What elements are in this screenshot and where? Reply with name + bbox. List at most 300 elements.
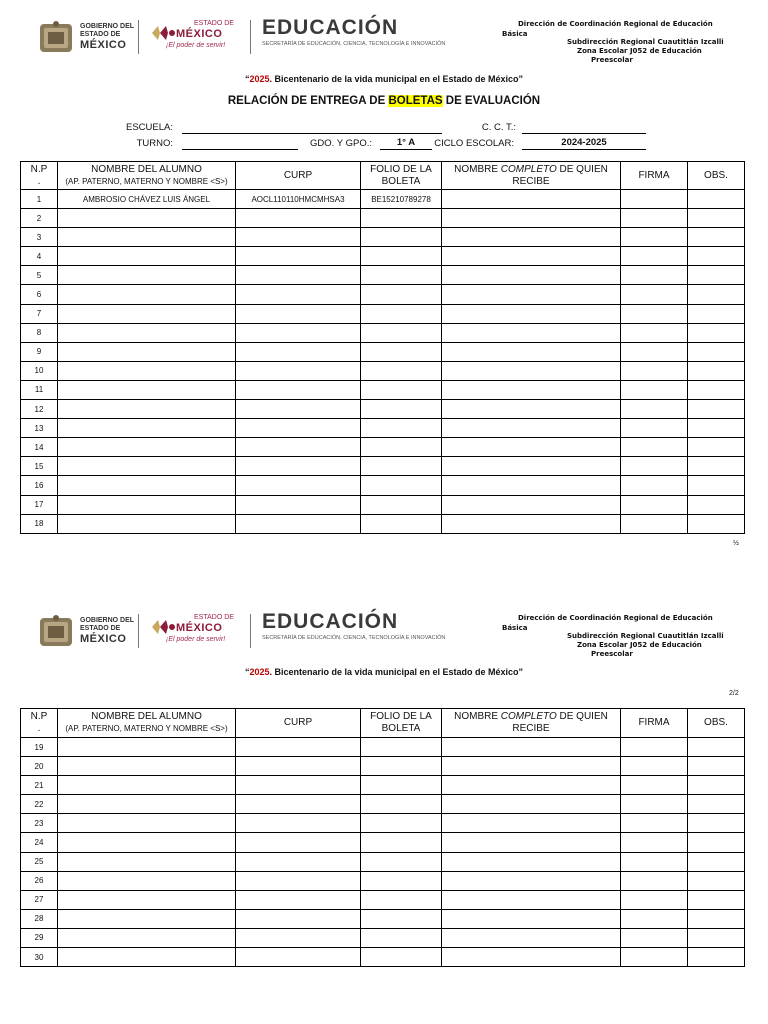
observations-cell[interactable] — [688, 228, 745, 247]
row-number: 25 — [21, 852, 58, 871]
observations-cell[interactable] — [688, 342, 745, 361]
curp-cell[interactable] — [236, 476, 361, 495]
row-number: 11 — [21, 380, 58, 399]
observations-cell[interactable] — [688, 266, 745, 285]
col-np-text: N.P — [30, 163, 48, 175]
col-recibe-text: DE QUIEN — [556, 711, 608, 722]
recipient-name-cell[interactable] — [442, 247, 621, 266]
curp-cell[interactable] — [236, 457, 361, 476]
row-number: 16 — [21, 476, 58, 495]
observations-cell[interactable] — [688, 795, 745, 814]
recipient-name-cell[interactable] — [442, 871, 621, 890]
curp-cell[interactable] — [236, 495, 361, 514]
curp-cell[interactable] — [236, 285, 361, 304]
table-row — [21, 323, 745, 342]
col-recibe-text: RECIBE — [512, 723, 550, 734]
col-name-header — [58, 162, 236, 190]
col-folio-header — [361, 709, 442, 738]
folio-cell[interactable] — [361, 514, 442, 533]
education-subtitle: SECRETARÍA DE EDUCACIÓN, CIENCIA, TECNOLOGÍA E INNOVACIÓN — [262, 635, 446, 641]
col-np-header — [21, 162, 58, 190]
edomex-name: MÉXICO — [176, 28, 223, 40]
folio-cell[interactable] — [361, 476, 442, 495]
curp-cell[interactable] — [236, 909, 361, 928]
signature-cell[interactable] — [621, 833, 688, 852]
student-name-cell[interactable] — [58, 795, 236, 814]
signature-cell[interactable] — [621, 909, 688, 928]
cct-field[interactable] — [522, 121, 646, 134]
edomex-mark-icon — [150, 618, 176, 636]
curp-cell[interactable] — [236, 228, 361, 247]
direction-line: Zona Escolar J052 de Educación — [577, 47, 702, 55]
signature-cell[interactable] — [621, 304, 688, 323]
folio-cell[interactable] — [361, 833, 442, 852]
curp-cell[interactable] — [236, 419, 361, 438]
recipient-name-cell[interactable] — [442, 285, 621, 304]
table-row — [21, 228, 745, 247]
recipient-name-cell[interactable] — [442, 228, 621, 247]
signature-cell[interactable] — [621, 814, 688, 833]
recipient-name-cell[interactable] — [442, 890, 621, 909]
recipient-name-cell[interactable] — [442, 438, 621, 457]
col-recibe-text: NOMBRE — [454, 163, 501, 175]
folio-cell[interactable] — [361, 342, 442, 361]
student-name-cell[interactable] — [58, 247, 236, 266]
observations-cell[interactable] — [688, 438, 745, 457]
row-number: 20 — [21, 757, 58, 776]
student-name-cell[interactable] — [58, 361, 236, 380]
observations-cell[interactable] — [688, 190, 745, 209]
row-number: 22 — [21, 795, 58, 814]
observations-cell[interactable] — [688, 400, 745, 419]
folio-cell[interactable] — [361, 948, 442, 967]
student-name-cell[interactable] — [58, 209, 236, 228]
recipient-name-cell[interactable] — [442, 495, 621, 514]
student-name-cell[interactable] — [58, 776, 236, 795]
table-row — [21, 495, 745, 514]
recipient-name-cell[interactable] — [442, 928, 621, 947]
folio-cell[interactable] — [361, 852, 442, 871]
student-name-cell[interactable] — [58, 738, 236, 757]
col-curp-header: CURP — [236, 162, 361, 190]
folio-cell[interactable] — [361, 757, 442, 776]
signature-cell[interactable] — [621, 400, 688, 419]
col-folio-text: BOLETA — [381, 175, 421, 187]
row-number: 13 — [21, 419, 58, 438]
signature-cell[interactable] — [621, 380, 688, 399]
row-number: 21 — [21, 776, 58, 795]
observations-cell[interactable] — [688, 419, 745, 438]
curp-cell[interactable] — [236, 361, 361, 380]
observations-cell[interactable] — [688, 814, 745, 833]
recipient-name-cell[interactable] — [442, 814, 621, 833]
curp-cell[interactable] — [236, 304, 361, 323]
folio-cell[interactable] — [361, 495, 442, 514]
signature-cell[interactable] — [621, 871, 688, 890]
curp-cell[interactable] — [236, 948, 361, 967]
page1-rows — [21, 190, 745, 534]
recipient-name-cell[interactable] — [442, 380, 621, 399]
folio-cell[interactable] — [361, 738, 442, 757]
folio-cell[interactable] — [361, 909, 442, 928]
recipient-name-cell[interactable] — [442, 852, 621, 871]
curp-cell[interactable] — [236, 380, 361, 399]
folio-cell[interactable] — [361, 438, 442, 457]
col-name-subtext: (AP. PATERNO, MATERNO Y NOMBRE <S>) — [65, 724, 228, 733]
col-obs-header: OBS. — [688, 162, 745, 190]
recipient-name-cell[interactable] — [442, 948, 621, 967]
observations-cell[interactable] — [688, 833, 745, 852]
curp-cell[interactable] — [236, 323, 361, 342]
row-number: 14 — [21, 438, 58, 457]
col-recibe-header — [442, 162, 621, 190]
observations-cell[interactable] — [688, 476, 745, 495]
table-row — [21, 795, 745, 814]
table-header-row — [21, 162, 745, 190]
curp-cell[interactable] — [236, 400, 361, 419]
divider — [250, 614, 251, 648]
curp-cell[interactable] — [236, 738, 361, 757]
observations-cell[interactable] — [688, 209, 745, 228]
row-number: 23 — [21, 814, 58, 833]
folio-cell[interactable] — [361, 247, 442, 266]
table-row — [21, 871, 745, 890]
signature-cell[interactable] — [621, 438, 688, 457]
folio-cell[interactable] — [361, 928, 442, 947]
student-name-cell[interactable] — [58, 228, 236, 247]
table-row — [21, 361, 745, 380]
observations-cell[interactable] — [688, 361, 745, 380]
student-name-cell[interactable] — [58, 266, 236, 285]
curp-cell[interactable] — [236, 776, 361, 795]
col-name-text: NOMBRE DEL ALUMNO — [91, 711, 202, 722]
observations-cell[interactable] — [688, 909, 745, 928]
title-text: RELACIÓN DE ENTREGA DE — [227, 95, 389, 107]
table-row — [21, 890, 745, 909]
observations-cell[interactable] — [688, 948, 745, 967]
row-number: 29 — [21, 928, 58, 947]
recipient-name-cell[interactable] — [442, 738, 621, 757]
direction-line: Básica — [502, 624, 528, 632]
grade-group-label: GDO. Y GPO.: — [310, 138, 372, 149]
row-number: 8 — [21, 323, 58, 342]
recipient-name-cell[interactable] — [442, 266, 621, 285]
student-name-cell[interactable] — [58, 304, 236, 323]
recipient-name-cell[interactable] — [442, 304, 621, 323]
row-number: 24 — [21, 833, 58, 852]
row-number: 10 — [21, 361, 58, 380]
student-name-cell[interactable] — [58, 833, 236, 852]
folio-cell[interactable] — [361, 266, 442, 285]
observations-cell[interactable] — [688, 871, 745, 890]
signature-cell[interactable] — [621, 228, 688, 247]
table-row — [21, 247, 745, 266]
student-name-cell[interactable] — [58, 909, 236, 928]
curp-cell[interactable] — [236, 852, 361, 871]
school-year-label: CICLO ESCOLAR: — [434, 138, 514, 149]
direction-line: Dirección de Coordinación Regional de Educación — [518, 20, 713, 28]
recipient-name-cell[interactable] — [442, 361, 621, 380]
folio-cell[interactable] — [361, 814, 442, 833]
recipient-name-cell[interactable] — [442, 323, 621, 342]
observations-cell[interactable] — [688, 457, 745, 476]
signature-cell[interactable] — [621, 323, 688, 342]
grade-group-field[interactable]: 1° A — [380, 137, 432, 150]
page2-number: 2/2 — [729, 690, 739, 697]
signature-cell[interactable] — [621, 890, 688, 909]
col-firma-header: FIRMA — [621, 709, 688, 738]
table-row — [21, 209, 745, 228]
col-recibe-emphasis: COMPLETO — [500, 163, 557, 175]
curp-cell[interactable] — [236, 795, 361, 814]
student-name-cell[interactable] — [58, 285, 236, 304]
motto-year: 2025 — [249, 74, 270, 84]
edomex-logo — [150, 614, 242, 650]
curp-cell[interactable] — [236, 757, 361, 776]
signature-cell[interactable] — [621, 361, 688, 380]
row-number: 30 — [21, 948, 58, 967]
direction-line: Subdirección Regional Cuautitlán Izcalli — [567, 38, 724, 46]
edomex-small-text: ESTADO DE — [194, 614, 234, 621]
row-number: 19 — [21, 738, 58, 757]
folio-cell[interactable] — [361, 419, 442, 438]
signature-cell[interactable] — [621, 495, 688, 514]
row-number: 18 — [21, 514, 58, 533]
recipient-name-cell[interactable] — [442, 190, 621, 209]
page1-number: ½ — [733, 540, 739, 547]
curp-cell[interactable]: AOCL110110HMCMHSA3 — [236, 190, 361, 209]
recipient-name-cell[interactable] — [442, 833, 621, 852]
col-recibe-text: RECIBE — [512, 175, 550, 187]
recipient-name-cell[interactable] — [442, 795, 621, 814]
signature-cell[interactable] — [621, 285, 688, 304]
folio-cell[interactable] — [361, 285, 442, 304]
col-np-text: . — [37, 175, 41, 187]
recipient-name-cell[interactable] — [442, 419, 621, 438]
curp-cell[interactable] — [236, 871, 361, 890]
row-number: 9 — [21, 342, 58, 361]
observations-cell[interactable] — [688, 852, 745, 871]
observations-cell[interactable] — [688, 514, 745, 533]
col-name-header — [58, 709, 236, 738]
row-number: 6 — [21, 285, 58, 304]
col-folio-header — [361, 162, 442, 190]
signature-cell[interactable] — [621, 247, 688, 266]
direction-line: Preescolar — [591, 56, 633, 64]
student-name-cell[interactable] — [58, 514, 236, 533]
student-name-cell[interactable] — [58, 323, 236, 342]
col-folio-text: BOLETA — [381, 723, 421, 734]
folio-cell[interactable] — [361, 795, 442, 814]
table-row — [21, 285, 745, 304]
row-number: 7 — [21, 304, 58, 323]
curp-cell[interactable] — [236, 890, 361, 909]
escuela-field[interactable] — [182, 121, 442, 134]
col-name-subtext: (AP. PATERNO, MATERNO Y NOMBRE <S>) — [65, 176, 228, 186]
recipient-name-cell[interactable] — [442, 909, 621, 928]
document-title — [0, 95, 768, 107]
signature-cell[interactable] — [621, 476, 688, 495]
folio-cell[interactable] — [361, 890, 442, 909]
student-name-cell[interactable] — [58, 457, 236, 476]
edomex-tagline: ¡El poder de servir! — [166, 636, 226, 643]
page2-rows — [21, 738, 745, 967]
education-subtitle: SECRETARÍA DE EDUCACIÓN, CIENCIA, TECNOLOGÍA E INNOVACIÓN — [262, 41, 446, 47]
curp-cell[interactable] — [236, 833, 361, 852]
student-name-cell[interactable] — [58, 948, 236, 967]
table-row — [21, 928, 745, 947]
state-seal-icon — [38, 20, 74, 54]
title-highlight: BOLETAS — [388, 95, 443, 107]
curp-cell[interactable] — [236, 342, 361, 361]
observations-cell[interactable] — [688, 304, 745, 323]
signature-cell[interactable] — [621, 266, 688, 285]
folio-cell[interactable]: BE15210789278 — [361, 190, 442, 209]
recipient-name-cell[interactable] — [442, 514, 621, 533]
folio-cell[interactable] — [361, 304, 442, 323]
signature-cell[interactable] — [621, 419, 688, 438]
folio-cell[interactable] — [361, 323, 442, 342]
page1-roll-table — [20, 161, 745, 534]
motto-open-quote: “ — [244, 74, 250, 84]
folio-cell[interactable] — [361, 871, 442, 890]
student-name-cell[interactable] — [58, 380, 236, 399]
direction-line: Básica — [502, 30, 528, 38]
signature-cell[interactable] — [621, 738, 688, 757]
col-name-text: NOMBRE DEL ALUMNO — [91, 163, 202, 175]
page1-header — [0, 18, 768, 78]
recipient-name-cell[interactable] — [442, 342, 621, 361]
table-row — [21, 738, 745, 757]
curp-cell[interactable] — [236, 209, 361, 228]
row-number: 26 — [21, 871, 58, 890]
table-row — [21, 776, 745, 795]
col-obs-header: OBS. — [688, 709, 745, 738]
signature-cell[interactable] — [621, 757, 688, 776]
recipient-name-cell[interactable] — [442, 400, 621, 419]
gov-line: ESTADO DE — [80, 31, 121, 38]
row-number: 12 — [21, 400, 58, 419]
row-number: 1 — [21, 190, 58, 209]
observations-cell[interactable] — [688, 380, 745, 399]
student-name-cell[interactable] — [58, 871, 236, 890]
divider — [250, 20, 251, 54]
recipient-name-cell[interactable] — [442, 776, 621, 795]
recipient-name-cell[interactable] — [442, 209, 621, 228]
signature-cell[interactable] — [621, 852, 688, 871]
observations-cell[interactable] — [688, 323, 745, 342]
edomex-small-text: ESTADO DE — [194, 20, 234, 27]
signature-cell[interactable] — [621, 190, 688, 209]
student-name-cell[interactable] — [58, 495, 236, 514]
curp-cell[interactable] — [236, 928, 361, 947]
student-name-cell[interactable] — [58, 814, 236, 833]
curp-cell[interactable] — [236, 814, 361, 833]
recipient-name-cell[interactable] — [442, 457, 621, 476]
signature-cell[interactable] — [621, 209, 688, 228]
student-name-cell[interactable] — [58, 928, 236, 947]
observations-cell[interactable] — [688, 890, 745, 909]
signature-cell[interactable] — [621, 776, 688, 795]
motto-text: . Bicentenario de la vida municipal en el Estado de México” — [269, 74, 524, 84]
student-name-cell[interactable] — [58, 852, 236, 871]
recipient-name-cell[interactable] — [442, 757, 621, 776]
student-name-cell[interactable] — [58, 890, 236, 909]
observations-cell[interactable] — [688, 738, 745, 757]
direction-line: Preescolar — [591, 650, 633, 658]
signature-cell[interactable] — [621, 457, 688, 476]
student-name-cell[interactable] — [58, 476, 236, 495]
direction-line: Zona Escolar J052 de Educación — [577, 641, 702, 649]
col-recibe-header — [442, 709, 621, 738]
student-name-cell[interactable] — [58, 342, 236, 361]
escuela-label: ESCUELA: — [126, 122, 173, 133]
student-name-cell[interactable] — [58, 419, 236, 438]
observations-cell[interactable] — [688, 247, 745, 266]
table-row — [21, 419, 745, 438]
observations-cell[interactable] — [688, 495, 745, 514]
student-name-cell[interactable] — [58, 438, 236, 457]
col-curp-header: CURP — [236, 709, 361, 738]
observations-cell[interactable] — [688, 928, 745, 947]
folio-cell[interactable] — [361, 380, 442, 399]
gov-line: MÉXICO — [80, 39, 127, 51]
signature-cell[interactable] — [621, 928, 688, 947]
edomex-tagline: ¡El poder de servir! — [166, 42, 226, 49]
folio-cell[interactable] — [361, 457, 442, 476]
folio-cell[interactable] — [361, 228, 442, 247]
curp-cell[interactable] — [236, 438, 361, 457]
table-row — [21, 757, 745, 776]
student-name-cell[interactable] — [58, 757, 236, 776]
turno-field[interactable] — [182, 137, 298, 150]
folio-cell[interactable] — [361, 776, 442, 795]
curp-cell[interactable] — [236, 266, 361, 285]
divider — [138, 20, 139, 54]
motto-text: . Bicentenario de la vida municipal en el Estado de México” — [269, 667, 524, 677]
signature-cell[interactable] — [621, 795, 688, 814]
folio-cell[interactable] — [361, 361, 442, 380]
folio-cell[interactable] — [361, 209, 442, 228]
recipient-name-cell[interactable] — [442, 476, 621, 495]
folio-cell[interactable] — [361, 400, 442, 419]
row-number: 28 — [21, 909, 58, 928]
row-number: 17 — [21, 495, 58, 514]
col-np-text: N.P — [30, 711, 48, 722]
table-row — [21, 400, 745, 419]
table-row — [21, 304, 745, 323]
observations-cell[interactable] — [688, 285, 745, 304]
observations-cell[interactable] — [688, 757, 745, 776]
row-number: 2 — [21, 209, 58, 228]
student-name-cell[interactable] — [58, 400, 236, 419]
edomex-name: MÉXICO — [176, 622, 223, 634]
school-year-field[interactable]: 2024-2025 — [522, 137, 646, 150]
signature-cell[interactable] — [621, 342, 688, 361]
curp-cell[interactable] — [236, 247, 361, 266]
observations-cell[interactable] — [688, 776, 745, 795]
title-text: DE EVALUACIÓN — [442, 95, 541, 107]
education-title: EDUCACIÓN — [262, 16, 399, 39]
curp-cell[interactable] — [236, 514, 361, 533]
table-row — [21, 438, 745, 457]
signature-cell[interactable] — [621, 514, 688, 533]
signature-cell[interactable] — [621, 948, 688, 967]
table-row — [21, 457, 745, 476]
col-recibe-emphasis: COMPLETO — [500, 711, 557, 722]
student-name-cell[interactable]: AMBROSIO CHÁVEZ LUIS ÁNGEL — [58, 190, 236, 209]
cct-label: C. C. T.: — [481, 122, 516, 133]
